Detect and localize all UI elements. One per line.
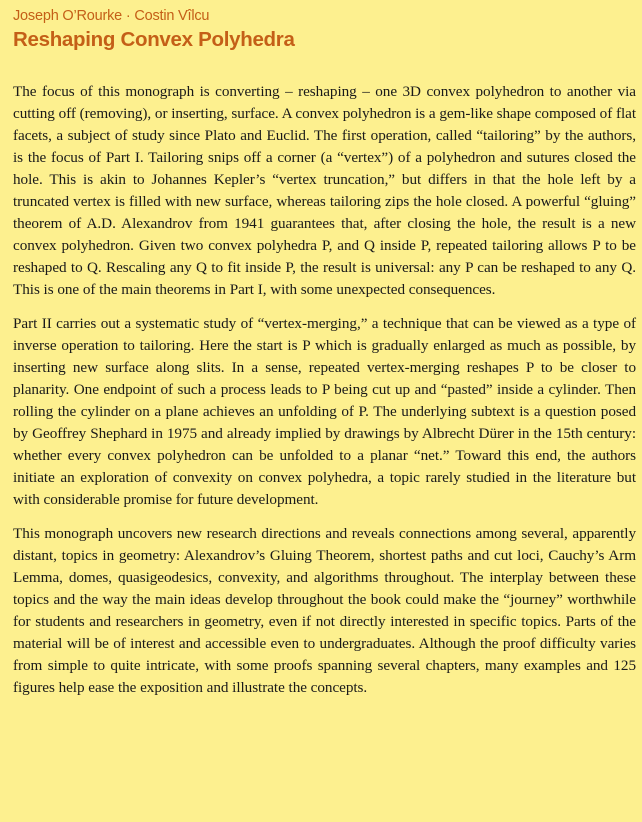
description-body xyxy=(13,81,636,699)
paragraph-summary: This monograph uncovers new research directions and reveals connections among several, apparently distant, topics in geometry: Alexandrov’s Gluing Theorem, shortest paths and cut loci, Cauchy’s Arm Lemma, domes, quasigeodesics, convexity, and algorithms throughout. The interplay between these topics and the way the main ideas develop throughout the book could make the “journey” worthwhile for students and researchers in geometry, even if not directly interested in specific topics. Parts of the material will be of interest and accessible even to undergraduates. Although the proof difficulty varies from simple to quite intricate, with some proofs spanning several chapters, many examples and 125 figures help ease the exposition and illustrate the concepts. xyxy=(13,525,636,696)
authors-line: Joseph O’Rourke · Costin Vîlcu xyxy=(13,8,210,24)
book-title: Reshaping Convex Polyhedra xyxy=(13,28,295,51)
paragraph-part-two: Part II carries out a systematic study of “vertex-merging,” a technique that can be viewed as a type of inverse operation to tailoring. Here the start is P which is gradually enlarged as much as possible, by inserting new surface along slits. In a sense, repeated vertex-merging reshapes P to be closer to planarity. One endpoint of such a process leads to P being cut up and “pasted” inside a cylinder. Then rolling the cylinder on a plane achieves an unfolding of P. The underlying subtext is a question posed by Geoffrey Shephard in 1975 and already implied by drawings by Albrecht Dürer in the 15th century: whether every convex polyhedron can be unfolded to a planar “net.” Toward this end, the authors initiate an exploration of convexity on convex polyhedra, a topic rarely studied in the literature but with considerable promise for future development. xyxy=(13,315,636,508)
paragraph-part-one: The focus of this monograph is converting – reshaping – one 3D convex polyhedron to another via cutting off (removing), or inserting, surface. A convex polyhedron is a gem-like shape composed of flat facets, a subject of study since Plato and Euclid. The first operation, called “tailoring” by the authors, is the focus of Part I. Tailoring snips off a corner (a “vertex”) of a polyhedron and sutures closed the hole. This is akin to Johannes Kepler’s “vertex truncation,” but differs in that the hole left by a truncated vertex is filled with new surface, whereas tailoring zips the hole closed. A powerful “gluing” theorem of A.D. Alexandrov from 1941 guarantees that, after closing the hole, the result is a new convex polyhedron. Given two convex polyhedra P, and Q inside P, repeated tailoring allows P to be reshaped to Q. Rescaling any Q to fit inside P, the result is universal: any P can be reshaped to any Q. This is one of the main theorems in Part I, with some unexpected consequences. xyxy=(13,83,636,298)
